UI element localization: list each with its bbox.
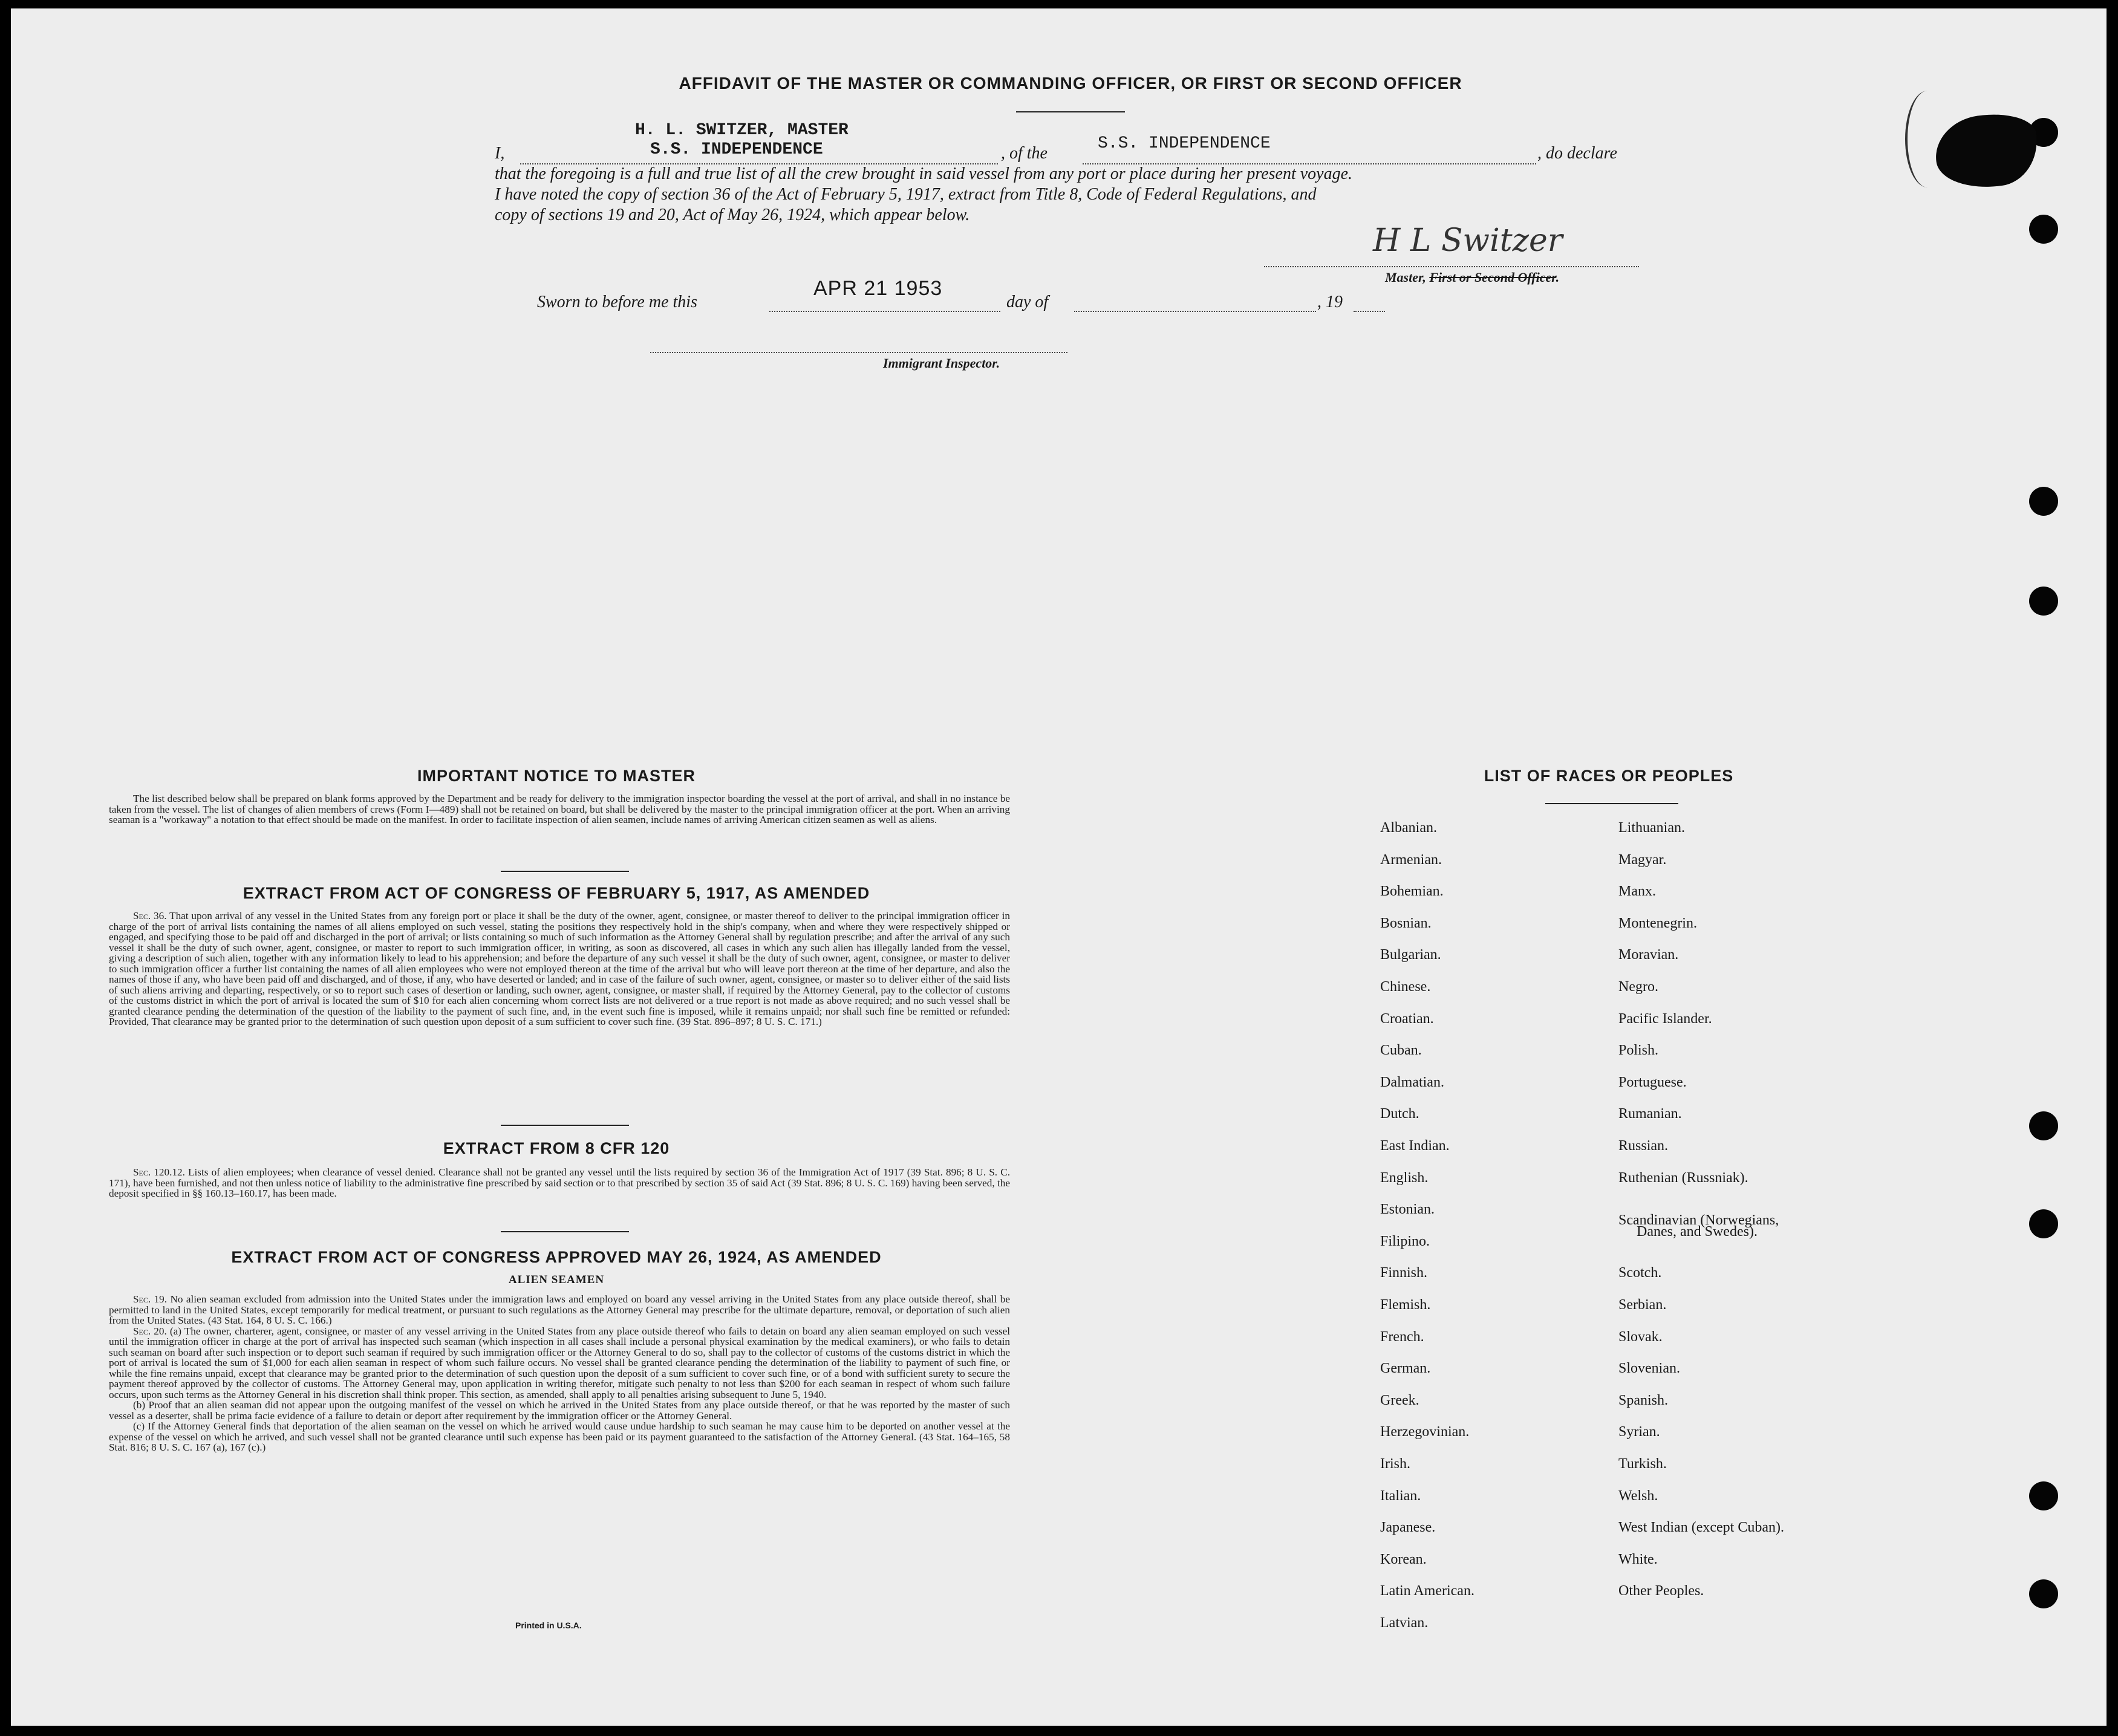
- race-item: Dutch.: [1380, 1106, 1419, 1122]
- sec-20b-text: (b) Proof that an alien seaman did not appear upon the outgoing manifest of the vessel on which he arrived in the United States from any place outside thereof, or that he was reported by the master of such vessel as a deserter, shall be prima facie evidence of a failure to detain or deport after requirement by the immigration officer or the Attorney General.: [109, 1399, 1010, 1422]
- race-item: Cuban.: [1380, 1042, 1422, 1059]
- year-dotted-line: [1354, 311, 1385, 312]
- sworn-label: Sworn to before me this: [537, 293, 697, 311]
- extract-cfr-rule: [501, 1231, 629, 1232]
- race-item: Syrian.: [1618, 1424, 1660, 1440]
- affidavit-title: AFFIDAVIT OF THE MASTER OR COMMANDING OFFICER, OR FIRST OR SECOND OFFICER: [679, 74, 1462, 93]
- sec-120-label: Sec. 120.12.: [133, 1166, 185, 1178]
- extract-1924-text: [109, 1294, 1010, 1453]
- date-stamp: APR 21 1953: [813, 277, 943, 300]
- race-item: Other Peoples.: [1618, 1583, 1704, 1599]
- affidavit-i: I,: [495, 144, 505, 163]
- affidavit-line-3: I have noted the copy of section 36 of the Act of February 5, 1917, extract from Title 8, Code of Federal Regulations, and: [495, 185, 1317, 204]
- race-item: Serbian.: [1618, 1297, 1667, 1313]
- sec-19-label: Sec. 19.: [133, 1293, 168, 1305]
- race-item: Flemish.: [1380, 1297, 1431, 1313]
- affidavit-line-4: copy of sections 19 and 20, Act of May 26, 1924, which appear below.: [495, 206, 970, 224]
- month-dotted-line: [1074, 311, 1316, 312]
- notice-paragraph: The list described below shall be prepared on blank forms approved by the Department and be ready for delivery to the immigration inspector boarding the vessel at the port of arrival, and shall in no instance be taken from the vessel. The list of changes of alien members of crews (Form I—489) shall not be retained on board, but shall be delivered by the master to the principal immigration officer at the port. When an arriving seaman is a "workaway" a notation to that effect should be made on the manifest. In order to facilitate inspection of alien seamen, include names of arriving American citizen seamen as well as aliens.: [109, 793, 1010, 825]
- race-item: Filipino.: [1380, 1233, 1430, 1249]
- typed-vessel-name: S.S. INDEPENDENCE: [1098, 134, 1271, 153]
- binder-hole: [2029, 1481, 2058, 1510]
- race-item: German.: [1380, 1361, 1431, 1377]
- binder-hole: [2029, 1111, 2058, 1140]
- torn-edge: [1905, 91, 1950, 187]
- extract-1917-text: [109, 911, 1010, 1027]
- race-item: Portuguese.: [1618, 1074, 1687, 1090]
- race-item: Negro.: [1618, 979, 1658, 995]
- race-item: Estonian.: [1380, 1201, 1435, 1218]
- race-item: Slovenian.: [1618, 1361, 1680, 1377]
- typed-vessel-name-left: S.S. INDEPENDENCE: [650, 140, 823, 159]
- race-item: Greek.: [1380, 1392, 1419, 1408]
- notice-text: [109, 793, 1010, 825]
- binder-hole: [2029, 1579, 2058, 1608]
- sec-36-text: That upon arrival of any vessel in the United States from any foreign port or place it shall be the duty of the owner, agent, consignee, or master thereof to deliver to the principal immigration officer in charge of the port of arrival lists containing the names of all aliens employed on such vessel, stating the positions they respectively hold in the ship's company, when and where they were respectively shipped or engaged, and specifying those to be paid off and discharged in the port of arrival; or lists containing so much of such information as the Attorney General shall by regulation prescribe; and after the arrival of any such vessel it shall be the duty of such owner, agent, consignee, or master to report to such immigration officer, in writing, as soon as discovered, all cases in which any such alien has illegally landed from the vessel, giving a description of such alien, together with any information likely to lead to his apprehension; and before the departure of any such vessel it shall be the duty of such owner, agent, consignee, or master to deliver to such immigration officer a further list containing the names of all alien employees who were not employed thereon at the time of the arrival but who will leave port thereon at the time of her departure, and also the names of those if any, who have been paid off and discharged, and of those, if any, who have deserted or landed; and in case of the failure of such owner, agent, consignee, or master so to deliver either of the said lists of such aliens arriving and departing, respectively, or so to report such cases of desertion or landing, such owner, agent, consignee, or master shall, if required by the Attorney General, pay to the collector of customs of the customs district in which the port of arrival is located the sum of $10 for each alien concerning whom correct lists are not delivered or a true report is not made as above required; and no such vessel shall be granted clearance pending the determination of the question of the liability to the payment of such fine, and, in the event such fine is imposed, while it remains unpaid; nor shall such fine be remitted or refunded: Provided, That clearance may be granted prior to the determination of such question upon deposit of a sum sufficient to cover such fine. (39 Stat. 896–897; 8 U. S. C. 171.): [109, 910, 1010, 1027]
- race-item: Rumanian.: [1618, 1106, 1682, 1122]
- caption-struck-officer: First or Second Officer: [1429, 270, 1556, 285]
- race-item: Russian.: [1618, 1138, 1669, 1154]
- race-item: Scandinavian (Norwegians,: [1618, 1212, 1779, 1229]
- race-item: Welsh.: [1618, 1487, 1658, 1504]
- typed-master-name: H. L. SWITZER, MASTER: [635, 121, 849, 140]
- race-item: Ruthenian (Russniak).: [1618, 1169, 1748, 1186]
- sec-20c-text: (c) If the Attorney General finds that deportation of the alien seaman on the vessel on which he arrived would cause undue hardship to such seaman he may cause him to be deported on another vessel at the expense of the vessel on which he arrived, and such vessel shall not be granted clearance until such expense has been paid or its payment guaranteed to the satisfaction of the Attorney General. (43 Stat. 164–165, 58 Stat. 816; 8 U. S. C. 167 (a), 167 (c).): [109, 1420, 1010, 1453]
- race-item: Pacific Islander.: [1618, 1010, 1712, 1027]
- printed-in-usa: Printed in U.S.A.: [515, 1621, 582, 1630]
- race-item: Manx.: [1618, 883, 1656, 900]
- extract-cfr-heading: EXTRACT FROM 8 CFR 120: [443, 1139, 670, 1157]
- race-item: Slovak.: [1618, 1328, 1663, 1345]
- race-item: Spanish.: [1618, 1392, 1669, 1408]
- race-item: Turkish.: [1618, 1456, 1667, 1472]
- title-rule: [1016, 111, 1125, 112]
- race-item: Moravian.: [1618, 947, 1679, 963]
- race-item: Armenian.: [1380, 851, 1442, 868]
- race-item: Chinese.: [1380, 979, 1431, 995]
- race-item: Italian.: [1380, 1487, 1421, 1504]
- race-item: French.: [1380, 1328, 1424, 1345]
- signature-caption: [1385, 270, 1559, 285]
- race-item: Albanian.: [1380, 820, 1437, 836]
- race-item: Bulgarian.: [1380, 947, 1441, 963]
- caption-master: Master,: [1385, 270, 1426, 285]
- alien-seamen-subheading: ALIEN SEAMEN: [508, 1273, 605, 1286]
- race-scandinavian-cont: Danes, and Swedes).: [1637, 1224, 1758, 1240]
- race-item: White.: [1618, 1551, 1658, 1567]
- race-item: Japanese.: [1380, 1520, 1436, 1536]
- notice-rule: [501, 871, 629, 872]
- binder-hole: [2029, 215, 2058, 244]
- sec-20-label: Sec. 20.: [133, 1325, 167, 1337]
- extract-1917-rule: [501, 1125, 629, 1126]
- binder-hole: [2029, 587, 2058, 616]
- race-item: Magyar.: [1618, 851, 1667, 868]
- races-rule: [1545, 803, 1678, 804]
- extract-cfr-text: [109, 1167, 1010, 1199]
- race-item: Finnish.: [1380, 1265, 1428, 1281]
- day-of-label: day of: [1006, 293, 1049, 311]
- sec-19-text: No alien seaman excluded from admission into the United States under the immigration laws and employed on board any vessel arriving in the United States from any place outside thereof, shall be permitted to land in the United States, except temporarily for medical treatment, or pursuant to such regulations as the Attorney General may prescribe for the ultimate departure, removal, or deportation of such alien from the United States. (43 Stat. 164, 8 U. S. C. 166.): [109, 1293, 1011, 1326]
- of-the-label: , of the: [1001, 144, 1048, 163]
- affidavit-line-2: that the foregoing is a full and true list of all the crew brought in said vessel from any port or place during her present voyage.: [495, 164, 1353, 183]
- race-item: Montenegrin.: [1618, 915, 1697, 931]
- race-item: Bohemian.: [1380, 883, 1444, 900]
- race-item: Dalmatian.: [1380, 1074, 1444, 1090]
- race-item: Herzegovinian.: [1380, 1424, 1470, 1440]
- race-item: Korean.: [1380, 1551, 1427, 1567]
- race-item: Polish.: [1618, 1042, 1659, 1059]
- inspector-caption: Immigrant Inspector.: [883, 356, 1000, 371]
- race-item: East Indian.: [1380, 1138, 1450, 1154]
- inspector-dotted-line: [650, 352, 1067, 353]
- do-declare-label: , do declare: [1537, 144, 1617, 163]
- race-item: English.: [1380, 1169, 1429, 1186]
- notice-heading: IMPORTANT NOTICE TO MASTER: [417, 767, 696, 785]
- race-item: Bosnian.: [1380, 915, 1432, 931]
- races-heading: LIST OF RACES OR PEOPLES: [1484, 767, 1734, 785]
- sec-20a-text: (a) The owner, charterer, agent, consignee, or master of any vessel arriving in the United States from any place outside thereof who fails to detain on board any alien seaman employed on such vessel until the immigration officer in charge at the port of arrival has inspected such seaman (which inspection in all cases shall include a personal physical examination by the medical examiners), or who fails to detain such seaman on board after such inspection or to deport such seaman if required by such immigration officer or the Attorney General to do so, shall pay to the collector of customs of the customs district in which the port of arrival is located the sum of $1,000 for each alien seaman in respect of whom such failure occurs. No vessel shall be granted clearance pending the determination of the liability to payment of such fine, or while the fine remains unpaid, except that clearance may be granted prior to the determination of such question upon the deposit of a sum sufficient to cover such fine, or of a bond with sufficient surety to secure the payment thereof approved by the collector of customs. The Attorney General may, upon application in writing therefor, mitigate such penalty to not less than $200 for each seaman in respect of whom such failure occurs, upon such terms as the Attorney General in his discretion shall think proper. This section, as amended, shall apply to all penalties arising subsequent to June 5, 1940.: [109, 1325, 1010, 1400]
- race-item: Latin American.: [1380, 1583, 1474, 1599]
- sworn-dotted-line: [769, 311, 1000, 312]
- race-item: West Indian (except Cuban).: [1618, 1520, 1784, 1536]
- document-page: [11, 8, 2107, 1726]
- extract-1924-heading: EXTRACT FROM ACT OF CONGRESS APPROVED MAY 26, 1924, AS AMENDED: [231, 1248, 882, 1266]
- extract-1917-heading: EXTRACT FROM ACT OF CONGRESS OF FEBRUARY 5, 1917, AS AMENDED: [243, 884, 870, 902]
- sec-36-label: Sec. 36.: [133, 910, 167, 922]
- signature-dotted-line: [1264, 266, 1639, 267]
- race-item: Lithuanian.: [1618, 820, 1685, 836]
- master-signature: H L Switzer: [1373, 223, 1563, 259]
- race-item: Croatian.: [1380, 1010, 1434, 1027]
- year-label: , 19: [1317, 293, 1343, 311]
- binder-hole: [2029, 487, 2058, 516]
- caption-period: .: [1556, 270, 1560, 285]
- race-item: Latvian.: [1380, 1615, 1429, 1631]
- race-item: Irish.: [1380, 1456, 1410, 1472]
- binder-hole: [2029, 1209, 2058, 1238]
- race-item: Scotch.: [1618, 1265, 1662, 1281]
- sec-120-text: Lists of alien employees; when clearance of vessel denied. Clearance shall not be granted any vessel until the lists required by section 36 of the Immigration Act of 1917 (39 Stat. 896; 8 U. S. C. 171), have been furnished, and not then unless notice of liability to the administrative fine prescribed by said section or to that prescribed by section 35 of said Act (39 Stat. 896; 8 U. S. C. 169) having been served, the deposit specified in §§ 160.13–160.17, has been made.: [109, 1166, 1010, 1199]
